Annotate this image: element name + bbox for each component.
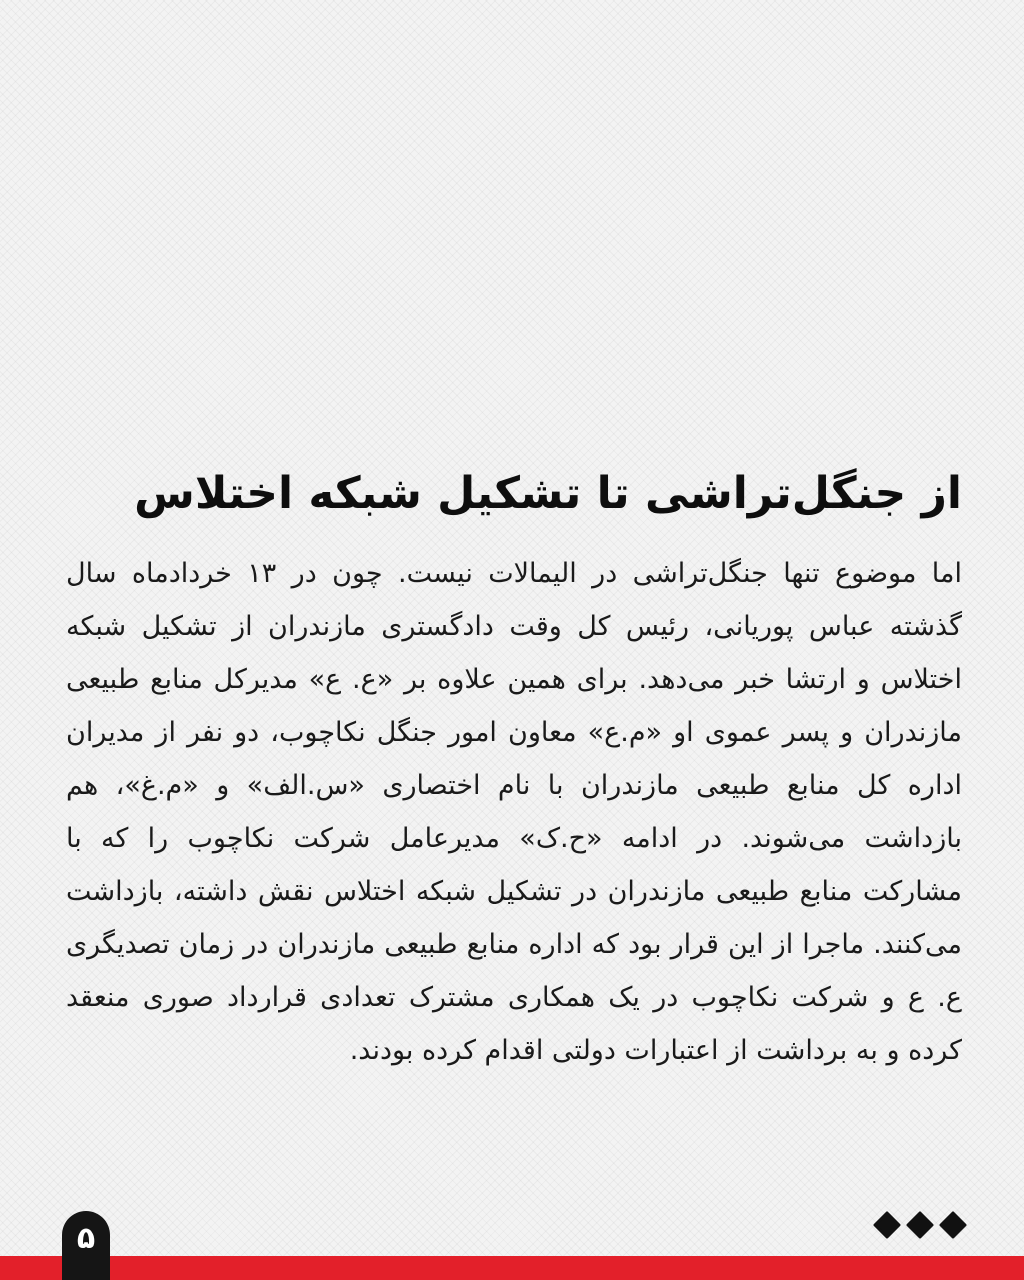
article (66, 455, 962, 1077)
article-title: از جنگل‌تراشی تا تشکیل شبکه اختلاس (134, 468, 962, 519)
article-body: اما موضوع تنها جنگل‌تراشی در الیمالات نیست. چون در ۱۳ خردادماه سال گذشته عباس پوریانی، رئیس کل وقت دادگستری مازندران از تشکیل شبکه اختلاس و ارتشا خبر می‌دهد. برای همین علاوه بر «ع. ع» مدیرکل منابع طبیعی مازندران و پسر عموی او «م.ع» معاون امور جنگل نکاچوب، دو نفر از مدیران اداره کل منابع طبیعی مازندران با نام اختصاری «س.الف» و «م.غ»، هم بازداشت می‌شوند. در ادامه «ح.ک» مدیرعامل شرکت نکاچوب را که با مشارکت منابع طبیعی مازندران در تشکیل شبکه اختلاس نقش داشته، بازداشت می‌کنند. ماجرا از این قرار بود که اداره منابع طبیعی مازندران در زمان تصدیگری ع. ع و شرکت نکاچوب در یک همکاری مشترک تعدادی قرارداد صوری منعقد کرده و به برداشت از اعتبارات دولتی اقدام کرده بودند. (66, 558, 962, 1066)
page-number-badge: ۵ (62, 1211, 110, 1280)
three-leaf-mark-icon (872, 1210, 972, 1240)
bottom-accent-bar (0, 1256, 1024, 1280)
